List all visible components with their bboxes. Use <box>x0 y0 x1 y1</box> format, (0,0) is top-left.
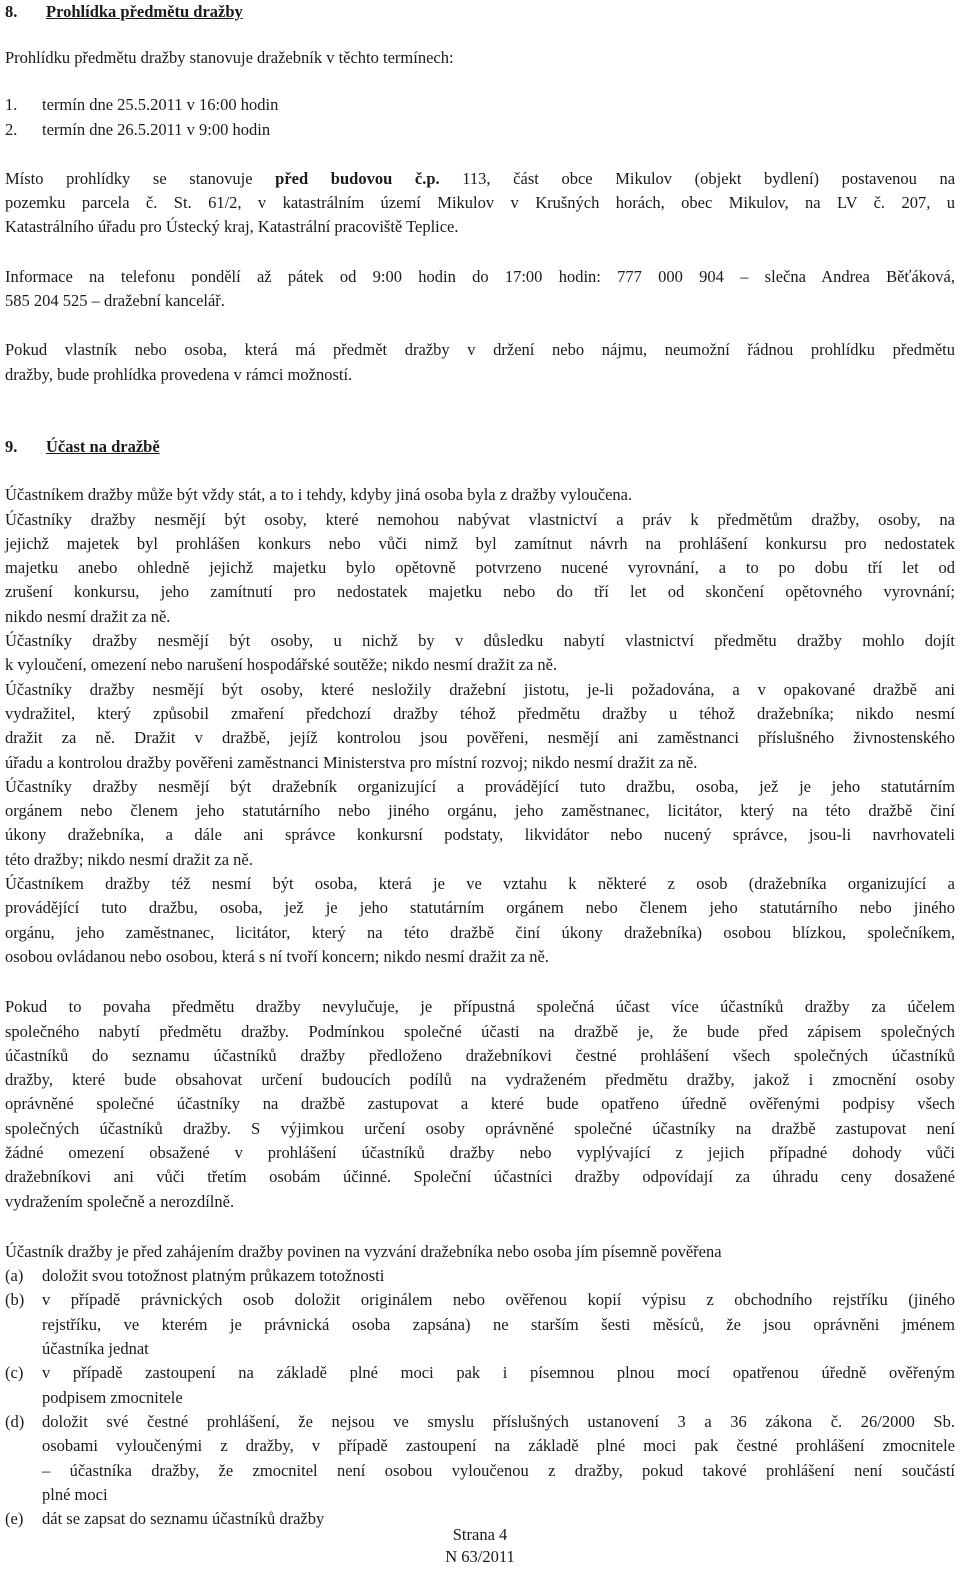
text-line: orgánu, jeho zaměstnanec, licitátor, který na této dražbě činí úkony dražebníka) osobou blízkou, společníkem, <box>5 922 955 942</box>
item-label: (d) <box>5 1411 25 1431</box>
obligations-list <box>5 1264 955 1531</box>
term-number: 2. <box>5 119 18 139</box>
owner-note <box>5 338 955 387</box>
place-bold: před budovou č.p. <box>275 168 440 188</box>
item-line: plné moci <box>42 1484 108 1504</box>
item-label: (c) <box>5 1363 24 1383</box>
item-line: v případě právnických osob doložit originálem nebo ověřenou kopií výpisu z obchodního rejstříku (jiného <box>42 1290 955 1310</box>
inspection-intro: Prohlídku předmětu dražby stanovuje dražebník v těchto termínech: <box>5 48 454 67</box>
text-line: Účastníky dražby nesmějí být osoby, které nesložily dražební jistotu, je-li požadována, a v opakované dražbě ani <box>5 679 955 699</box>
item-text <box>42 1264 955 1288</box>
section-8-heading <box>5 0 955 23</box>
obligation-item <box>5 1264 955 1288</box>
page-footer <box>0 1524 960 1568</box>
term-item <box>5 93 955 117</box>
item-line: účastníka jednat <box>42 1339 149 1359</box>
text-line: orgánem nebo členem jeho statutárního nebo jiného orgánu, jeho zaměstnanec, licitátor, který na této dražbě činí <box>5 801 955 821</box>
contact-line: Informace na telefonu pondělí až pátek od 9:00 hodin do 17:00 hodin: 777 000 904 – slečna Andrea Běťáková, <box>5 266 955 286</box>
item-text <box>42 1288 955 1361</box>
place-line: Katastrálního úřadu pro Ústecký kraj, Katastrální pracoviště Teplice. <box>5 217 459 237</box>
place-line: Místo prohlídky se stanovuje před budovou č.p. 113, část obce Mikulov (objekt bydlení) postavenou na <box>5 168 956 188</box>
joint-participation <box>5 995 955 1214</box>
term-number: 1. <box>5 95 18 115</box>
text-line: k vyloučení, omezení nebo narušení hospodářské soutěže; nikdo nesmí dražit za ně. <box>5 655 558 675</box>
place-line: pozemku parcela č. St. 61/2, v katastrálním území Mikulov v Krušných horách, obec Mikulov, na LV č. 207, u <box>5 193 955 213</box>
term-text: termín dne 25.5.2011 v 16:00 hodin <box>42 95 279 115</box>
document-page <box>5 0 955 1531</box>
text-line: vydražitel, který způsobil zmaření předchozí dražby téhož předmětu dražby u téhož dražebníka; nikdo nesmí <box>5 703 955 723</box>
text-line: Účastníky dražby nesmějí být osoby, které nemohou nabývat vlastnictví a práv k předmětům dražby, osoby, na <box>5 509 955 529</box>
text-line: Účastníky dražby nesmějí být dražebník organizující a provádějící tuto dražbu, osoba, jež je jeho statutárním <box>5 776 955 796</box>
item-line: osobami vyloučenými z dražby, v případě zastoupení na základě plné moci pak čestné prohlášení zmocnitele <box>42 1436 955 1456</box>
text-line: dražebníkovi ani vůči třetím osobám účinné. Společní účastníci dražby odpovídají za úhradu ceny dosažené <box>5 1167 955 1187</box>
inspection-terms <box>5 93 955 142</box>
text-line: Účastníky dražby nesmějí být osoby, u nichž by v důsledku nabytí vlastnictví předmětu dražby mohlo dojít <box>5 631 955 651</box>
obligation-item <box>5 1361 955 1410</box>
item-line: rejstříku, ve kterém je právnická osoba zapsána) ne starším šesti měsíců, že jsou oprávněni jménem <box>42 1314 955 1334</box>
inspection-place <box>5 167 955 240</box>
text-line: Účastníkem dražby též nesmí být osoba, která je ve vztahu k některé z osob (dražebníka organizující a <box>5 874 955 894</box>
text-line: vydražením společně a nerozdílně. <box>5 1191 235 1211</box>
item-text <box>42 1361 955 1410</box>
text-line: společných účastníků dražby. S výjimkou určení osoby oprávněné společné účastníky na dražbě zastupovat není <box>5 1118 955 1138</box>
owner-line: dražby, bude prohlídka provedena v rámci možností. <box>5 364 353 384</box>
obligations-intro: Účastník dražby je před zahájením dražby povinen na vyzvání dražebníka nebo osoba jím písemně pověřena <box>5 1241 722 1261</box>
section-number: 9. <box>5 436 18 456</box>
text-line: dražit za ně. Dražit v dražbě, jejíž kontrolou jsou pověřeni, nesmějí ani zaměstnanci příslušného živnostenského <box>5 728 955 748</box>
participation-rules <box>5 483 955 969</box>
text-line: nikdo nesmí dražit za ně. <box>5 606 171 626</box>
text-line: provádějící tuto dražbu, osoba, jež je jeho statutárním orgánem nebo členem jeho statutárního nebo jiného <box>5 898 955 918</box>
owner-line: Pokud vlastník nebo osoba, která má předmět dražby v držení nebo nájmu, neumožní řádnou prohlídku předmětu <box>5 340 955 360</box>
text-line: žádné omezení obsažené v prohlášení účastníků dražby nebo vyplývající z jejich případné dohody vůči <box>5 1142 955 1162</box>
text-line: dražby, které bude obsahovat určení budoucích podílů na vydraženém předmětu dražby, jakož i zmocnění osoby <box>5 1070 955 1090</box>
section-9-heading <box>5 435 955 459</box>
text-line: Účastníkem dražby může být vždy stát, a to i tehdy, kdyby jiná osoba byla z dražby vyloučena. <box>5 485 633 505</box>
text-line: zrušení konkursu, jeho zamítnutí pro nedostatek majetku nebo do tří let od skončení opětovného vyrovnání; <box>5 582 955 602</box>
item-line: dát se zapsat do seznamu účastníků dražby <box>42 1509 325 1529</box>
text-line: úkony dražebníka, a dále ani správce konkursní podstaty, likvidátor nebo nucený správce, jsou-li navrhovateli <box>5 825 955 845</box>
item-line: podpisem zmocnitele <box>42 1387 183 1407</box>
item-line: doložit svou totožnost platným průkazem totožnosti <box>42 1266 385 1286</box>
text-line: této dražby; nikdo nesmí dražit za ně. <box>5 849 253 869</box>
reference-number: N 63/2011 <box>445 1547 515 1566</box>
term-text: termín dne 26.5.2011 v 9:00 hodin <box>42 119 271 139</box>
item-line: – účastníka dražby, že zmocnitel není osobou vyloučenou z dražby, pokud takové prohlášení není součástí <box>42 1460 955 1480</box>
page-number: Strana 4 <box>452 1525 508 1544</box>
contact-line: 585 204 525 – dražební kancelář. <box>5 291 225 311</box>
text-line: společného nabytí předmětu dražby. Podmínkou společné účasti na dražbě je, že bude před zápisem společných <box>5 1021 955 1041</box>
section-title: Účast na dražbě <box>46 436 160 456</box>
item-line: v případě zastoupení na základě plné moci pak i písemnou plnou mocí opatřenou úředně ověřeným <box>42 1363 955 1383</box>
text-line: jejichž majetek byl prohlášen konkurs nebo vůči nimž byl zamítnut návrh na prohlášení konkursu pro nedostatek <box>5 533 955 553</box>
text-line: úřadu a kontrolou dražby pověřeni zaměstnanci Ministerstva pro místní rozvoj; nikdo nesmí dražit za ně. <box>5 752 698 772</box>
item-text <box>42 1410 955 1507</box>
text-line: účastníků do seznamu účastníků dražby předloženo dražebníkovi čestné prohlášení všech společných účastníků <box>5 1045 955 1065</box>
section-number: 8. <box>5 2 18 21</box>
text-line: osobou ovládanou nebo osobou, která s ní tvoří koncern; nikdo nesmí dražit za ně. <box>5 946 549 966</box>
item-line: doložit své čestné prohlášení, že nejsou ve smyslu příslušných ustanovení 3 a 36 zákona č. 26/2000 Sb. <box>42 1411 955 1431</box>
obligation-item <box>5 1288 955 1361</box>
text-line: Pokud to povaha předmětu dražby nevylučuje, je přípustná společná účast více účastníků dražby za účelem <box>5 997 955 1017</box>
item-label: (b) <box>5 1290 25 1310</box>
item-label: (e) <box>5 1509 24 1529</box>
term-item <box>5 118 955 142</box>
text-line: majetku anebo ohledně jejichž majetku bylo opětovně potvrzeno nucené vyrovnání, a to po dobu tří let od <box>5 558 955 578</box>
text-line: oprávněné společné účastníky na dražbě zastupovat a které bude opatřeno úředně ověřenými podpisy všech <box>5 1094 955 1114</box>
obligation-item <box>5 1410 955 1507</box>
contact-info <box>5 265 955 314</box>
section-title: Prohlídka předmětu dražby <box>46 2 243 21</box>
item-label: (a) <box>5 1266 24 1286</box>
